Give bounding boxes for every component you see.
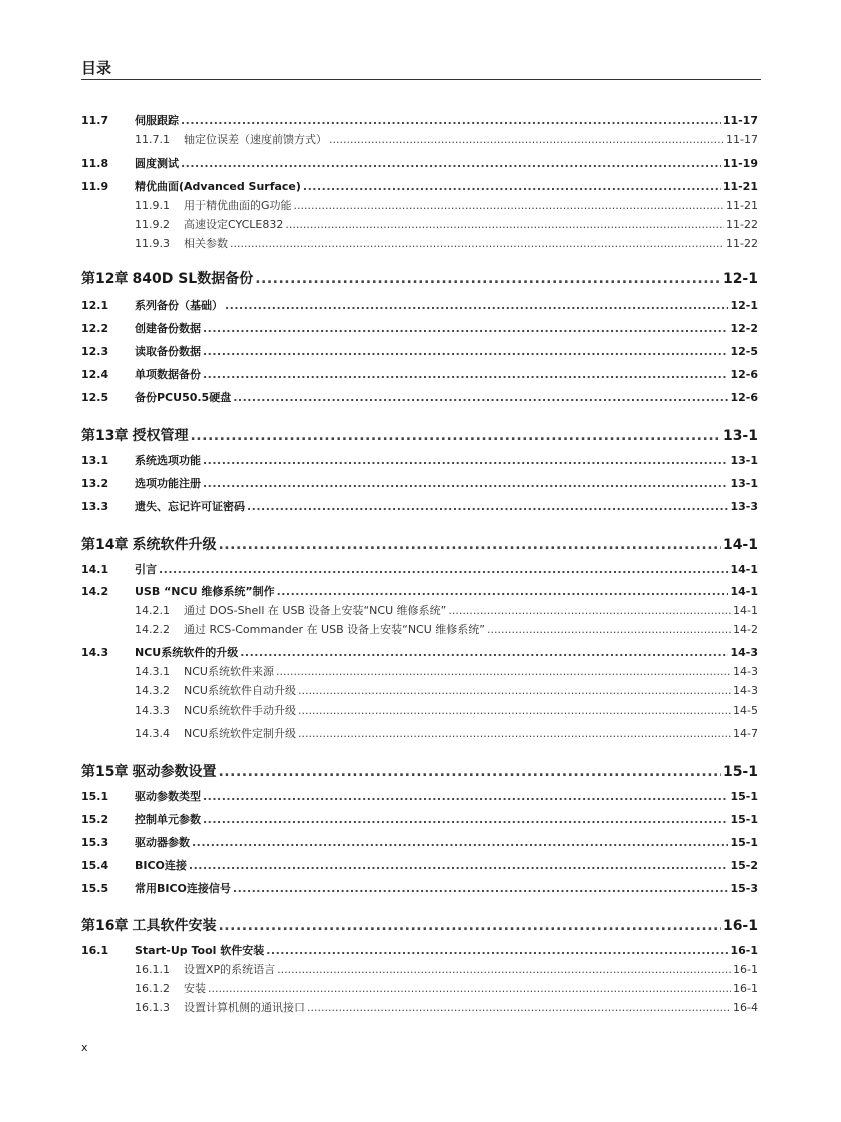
toc-entry-number: 14.3.3 [135,704,170,717]
toc-entry[interactable] [81,789,758,805]
toc-entry-page: 16-1 [730,944,758,957]
toc-entry[interactable] [81,1000,758,1016]
toc-entry-number: 16.1.2 [135,982,170,995]
toc-entry[interactable] [81,683,758,699]
header-divider [81,79,761,80]
toc-entry-title: 单项数据备份 [135,368,201,381]
toc-dot-leader [159,562,728,578]
toc-entry-number: 14.2 [81,585,109,598]
toc-entry-page: 12-1 [722,271,758,287]
toc-dot-leader [218,916,720,936]
toc-entry-title: 驱动参数类型 [135,790,201,803]
toc-entry-page: 15-3 [730,882,758,895]
toc-entry-number: 第16章 [81,918,129,934]
toc-entry-title: NCU系统软件的升级 [135,646,239,659]
toc-entry-title: NCU系统软件定制升级 [184,727,296,740]
toc-entry-number: 15.1 [81,790,109,803]
toc-entry[interactable] [81,664,758,680]
toc-dot-leader [203,789,728,805]
toc-dot-leader [225,298,728,314]
toc-entry-title: USB “NCU 维修系统”制作 [135,585,275,598]
toc-dot-leader [487,622,731,638]
toc-entry-title: BICO连接 [135,859,187,872]
toc-entry-title: 授权管理 [132,428,189,444]
toc-dot-leader [298,703,731,719]
toc-dot-leader [208,981,731,997]
toc-entry-title: 创建备份数据 [135,322,201,335]
toc-entry-page: 14-1 [730,585,758,598]
toc-entry-number: 第14章 [81,537,129,553]
toc-entry-page: 11-22 [726,218,758,231]
toc-entry-number: 12.4 [81,368,109,381]
toc-dot-leader [203,367,728,383]
toc-entry-number: 第13章 [81,428,129,444]
toc-entry-title: 通过 DOS-Shell 在 USB 设备上安装“NCU 维修系统” [184,604,447,617]
toc-entry[interactable] [81,835,758,851]
toc-entry-title: 备份PCU50.5硬盘 [135,391,232,404]
toc-entry-number: 14.2.1 [135,604,170,617]
toc-entry-number: 11.7.1 [135,133,170,146]
toc-entry[interactable] [81,812,758,828]
toc-entry-number: 16.1.1 [135,963,170,976]
toc-dot-leader [190,426,720,446]
toc-entry-number: 11.9.2 [135,218,170,231]
toc-entry-title: 设置XP的系统语言 [184,963,276,976]
toc-entry-title: 用于精优曲面的G功能 [184,199,292,212]
toc-dot-leader [303,179,721,195]
toc-entry-number: 11.9.3 [135,237,170,250]
toc-entry[interactable] [81,476,758,492]
toc-entry-page: 11-21 [726,199,758,212]
toc-entry-number: 13.1 [81,454,109,467]
toc-entry-page: 13-1 [730,477,758,490]
toc-entry[interactable] [81,156,758,172]
toc-dot-leader [448,603,731,619]
toc-dot-leader [181,113,721,129]
toc-entry[interactable] [81,645,758,661]
toc-entry-page: 11-22 [726,237,758,250]
page-number: x [81,1041,88,1054]
toc-entry-page: 14-3 [730,646,758,659]
toc-entry-title: 相关参数 [184,237,228,250]
toc-entry-title: 伺服跟踪 [135,114,179,127]
toc-chapter-entry[interactable] [81,426,758,446]
toc-entry-page: 13-3 [730,500,758,513]
toc-entry-title: 选项功能注册 [135,477,201,490]
toc-dot-leader [233,881,729,897]
toc-dot-leader [298,683,731,699]
toc-dot-leader [294,198,725,214]
toc-chapter-entry[interactable] [81,535,758,555]
toc-dot-leader [277,584,729,600]
toc-entry-number: 11.9.1 [135,199,170,212]
toc-dot-leader [203,453,728,469]
toc-entry-title: 引言 [135,563,157,576]
toc-entry-title: 高速设定CYCLE832 [184,218,284,231]
toc-entry-title: 系列备份（基础） [135,299,223,312]
toc-entry-title: 系统选项功能 [135,454,201,467]
toc-entry[interactable] [81,217,758,233]
toc-entry-page: 16-1 [722,918,758,934]
toc-entry-title: 精优曲面(Advanced Surface) [135,180,301,193]
toc-dot-leader [307,1000,731,1016]
toc-entry-page: 11-21 [722,180,758,193]
toc-entry-title: 遗失、忘记许可证密码 [135,500,245,513]
toc-entry-number: 13.3 [81,500,109,513]
toc-entry-title: 驱动参数设置 [132,764,217,780]
toc-entry[interactable] [81,881,758,897]
toc-chapter-entry[interactable] [81,269,758,289]
toc-entry-number: 第12章 [81,271,129,287]
toc-entry-number: 16.1.3 [135,1001,170,1014]
toc-entry-number: 14.3.4 [135,727,170,740]
toc-dot-leader [203,321,728,337]
toc-entry[interactable] [81,962,758,978]
toc-chapter-entry[interactable] [81,762,758,782]
toc-entry-number: 12.3 [81,345,109,358]
toc-entry[interactable] [81,198,758,214]
toc-entry-number: 14.2.2 [135,623,170,636]
toc-dot-leader [255,269,721,289]
toc-entry-page: 15-1 [730,790,758,803]
toc-entry-title: 控制单元参数 [135,813,201,826]
toc-entry-title: 工具软件安装 [132,918,217,934]
toc-entry-page: 14-1 [730,563,758,576]
toc-entry-number: 15.3 [81,836,109,849]
toc-entry[interactable] [81,622,758,638]
toc-entry-number: 15.4 [81,859,109,872]
toc-entry-title: 圆度测试 [135,157,179,170]
toc-dot-leader [298,726,731,742]
toc-dot-leader [203,344,728,360]
toc-entry-page: 12-6 [730,368,758,381]
toc-chapter-entry[interactable] [81,916,758,936]
toc-dot-leader [218,535,720,555]
toc-entry-page: 15-1 [722,764,758,780]
toc-entry[interactable] [81,344,758,360]
toc-entry-page: 12-6 [730,391,758,404]
toc-entry-title: NCU系统软件来源 [184,665,274,678]
toc-entry-page: 14-3 [733,684,758,697]
toc-entry[interactable] [81,113,758,129]
toc-entry-number: 16.1 [81,944,109,957]
toc-dot-leader [230,236,724,252]
toc-entry-page: 11-19 [722,157,758,170]
toc-dot-leader [329,132,724,148]
toc-entry-number: 11.8 [81,157,109,170]
toc-entry[interactable] [81,943,758,959]
toc-entry[interactable] [81,367,758,383]
toc-entry-page: 12-2 [730,322,758,335]
toc-dot-leader [189,858,729,874]
toc-entry-title: 通过 RCS-Commander 在 USB 设备上安装“NCU 维修系统” [184,623,485,636]
toc-dot-leader [276,664,731,680]
toc-entry-number: 14.3.1 [135,665,170,678]
toc-entry-title: 驱动器参数 [135,836,190,849]
toc-entry[interactable] [81,321,758,337]
toc-dot-leader [203,812,728,828]
toc-dot-leader [285,217,724,233]
toc-entry-number: 14.3.2 [135,684,170,697]
toc-dot-leader [192,835,728,851]
toc-entry-number: 第15章 [81,764,129,780]
toc-entry-number: 11.9 [81,180,109,193]
toc-entry-title: 系统软件升级 [132,537,217,553]
toc-entry[interactable] [81,562,758,578]
toc-entry-title: 轴定位误差（速度前馈方式） [184,133,327,146]
toc-dot-leader [233,390,728,406]
toc-entry-page: 13-1 [722,428,758,444]
toc-entry-page: 16-1 [733,982,758,995]
toc-entry-page: 12-5 [730,345,758,358]
toc-dot-leader [203,476,728,492]
toc-entry[interactable] [81,236,758,252]
toc-entry-page: 14-3 [733,665,758,678]
toc-entry[interactable] [81,298,758,314]
toc-entry[interactable] [81,132,758,148]
toc-entry-page: 11-17 [722,114,758,127]
toc-entry[interactable] [81,584,758,600]
toc-entry-page: 12-1 [730,299,758,312]
toc-entry-page: 14-5 [733,704,758,717]
toc-dot-leader [266,943,728,959]
toc-entry-page: 14-2 [733,623,758,636]
toc-entry-title: NCU系统软件手动升级 [184,704,296,717]
page-header-title: 目录 [81,59,112,77]
toc-entry-page: 15-2 [730,859,758,872]
toc-dot-leader [277,962,731,978]
toc-dot-leader [218,762,720,782]
toc-entry[interactable] [81,703,758,719]
toc-entry-title: 常用BICO连接信号 [135,882,231,895]
toc-dot-leader [240,645,728,661]
toc-entry-number: 14.1 [81,563,109,576]
toc-entry[interactable] [81,603,758,619]
toc-entry-title: NCU系统软件自动升级 [184,684,296,697]
toc-entry-number: 12.1 [81,299,109,312]
toc-entry-page: 14-7 [733,727,758,740]
toc-entry-title: 840D SL数据备份 [132,271,254,287]
toc-entry[interactable] [81,858,758,874]
toc-entry-number: 12.2 [81,322,109,335]
toc-entry-page: 16-1 [733,963,758,976]
toc-entry[interactable] [81,499,758,515]
toc-entry-number: 11.7 [81,114,109,127]
toc-dot-leader [181,156,721,172]
toc-entry[interactable] [81,453,758,469]
toc-entry-page: 15-1 [730,836,758,849]
toc-entry[interactable] [81,179,758,195]
toc-entry[interactable] [81,726,758,742]
toc-entry-number: 12.5 [81,391,109,404]
toc-entry-page: 15-1 [730,813,758,826]
toc-entry-number: 14.3 [81,646,109,659]
toc-entry-page: 11-17 [726,133,758,146]
toc-entry-title: 安装 [184,982,206,995]
toc-entry-page: 16-4 [733,1001,758,1014]
toc-entry-number: 13.2 [81,477,109,490]
toc-entry[interactable] [81,390,758,406]
toc-entry-number: 15.2 [81,813,109,826]
toc-entry-title: Start-Up Tool 软件安装 [135,944,265,957]
toc-entry[interactable] [81,981,758,997]
toc-entry-page: 14-1 [722,537,758,553]
toc-dot-leader [247,499,728,515]
toc-entry-number: 15.5 [81,882,109,895]
toc-entry-title: 设置计算机侧的通讯接口 [184,1001,305,1014]
toc-entry-page: 13-1 [730,454,758,467]
toc-entry-page: 14-1 [733,604,758,617]
toc-entry-title: 读取备份数据 [135,345,201,358]
